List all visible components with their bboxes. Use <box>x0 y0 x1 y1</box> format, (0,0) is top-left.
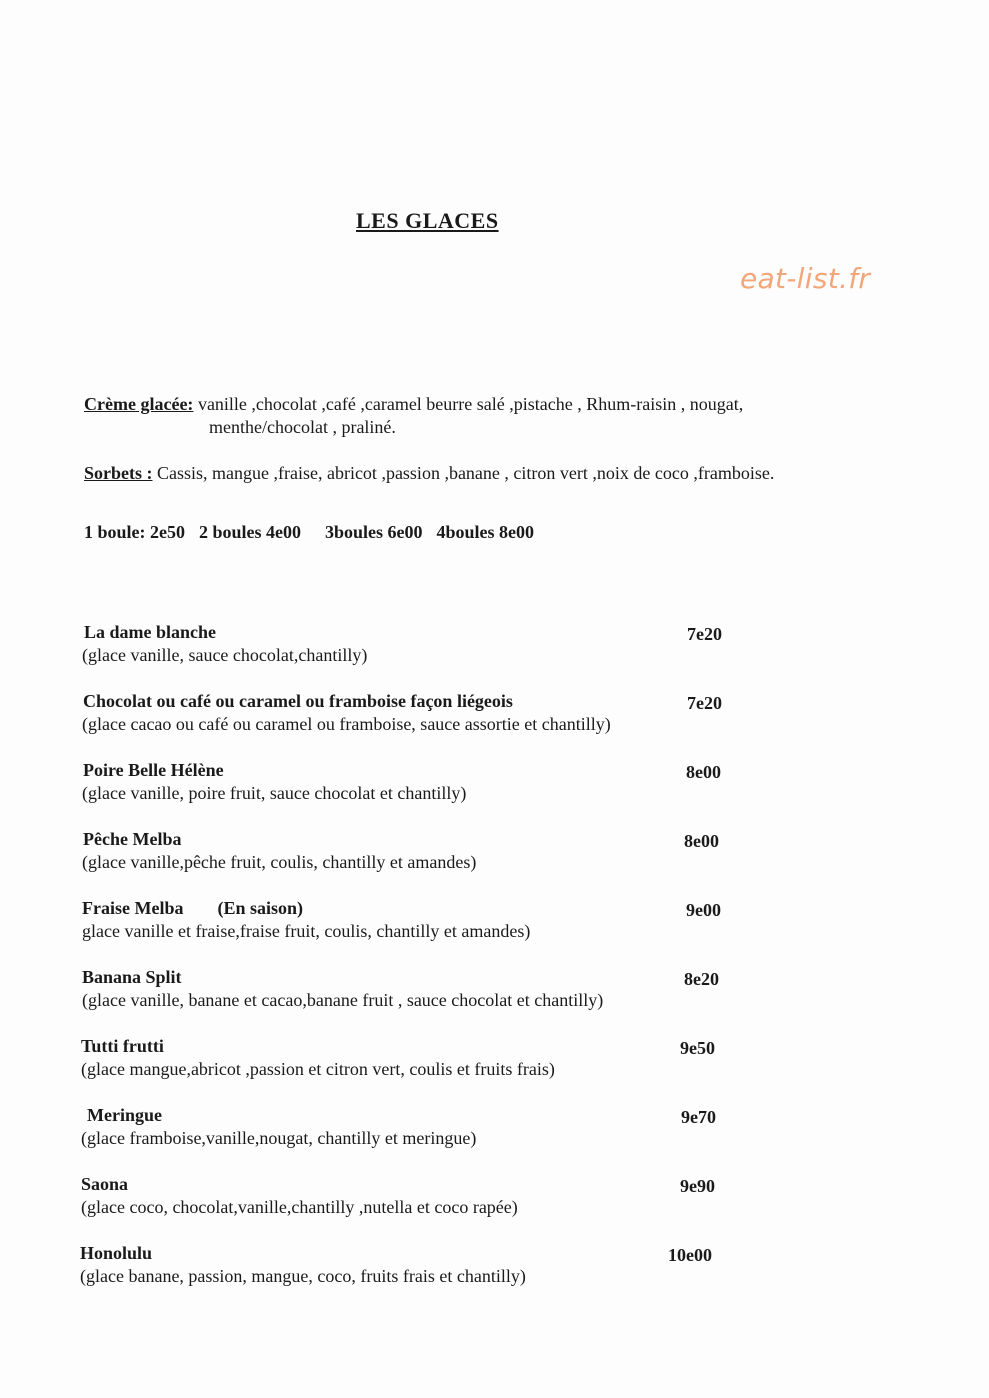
creme-glacee-flavours: vanille ,chocolat ,café ,caramel beurre salé ,pistache , Rhum-raisin , nougat, <box>193 394 744 414</box>
item-description: (glace vanille, banane et cacao,banane fruit , sauce chocolat et chantilly) <box>82 990 604 1010</box>
item-name: La dame blanche <box>84 622 217 642</box>
scoop-price: 2 boules 4e00 <box>199 522 302 542</box>
menu-item <box>0 1243 989 1303</box>
item-name: Chocolat ou café ou caramel ou framboise façon liégeois <box>83 691 513 711</box>
creme-glacee-label: Crème glacée: <box>84 394 194 414</box>
menu-item <box>0 691 989 751</box>
scoop-price: 1 boule: 2e50 <box>84 522 185 542</box>
item-name-line <box>82 898 303 919</box>
sorbets-flavours: Cassis, mangue ,fraise, abricot ,passion ,banane , citron vert ,noix de coco ,framboise. <box>152 463 775 483</box>
item-price: 8e20 <box>684 969 719 989</box>
item-price: 9e70 <box>681 1107 716 1127</box>
sorbets-line <box>84 463 774 484</box>
sorbets-label: Sorbets : <box>84 463 153 483</box>
item-description: (glace cacao ou café ou caramel ou framboise, sauce assortie et chantilly) <box>82 714 611 734</box>
item-name: Meringue <box>87 1105 162 1125</box>
scoop-price: 3boules 6e00 <box>325 522 423 542</box>
menu-item <box>0 1105 989 1165</box>
item-description: (glace vanille,pêche fruit, coulis, chantilly et amandes) <box>82 852 477 872</box>
item-season-note: (En saison) <box>217 898 304 918</box>
watermark: eat-list.fr <box>740 262 871 295</box>
menu-item <box>0 829 989 889</box>
creme-glacee-line <box>84 394 743 415</box>
item-description: (glace coco, chocolat,vanille,chantilly ,nutella et coco rapée) <box>81 1197 518 1217</box>
item-description: (glace vanille, poire fruit, sauce chocolat et chantilly) <box>82 783 467 803</box>
menu-item <box>0 760 989 820</box>
menu-item <box>0 622 989 682</box>
creme-glacee-flavours-cont: menthe/chocolat , praliné. <box>209 417 396 437</box>
item-name: Honolulu <box>80 1243 153 1263</box>
item-price: 10e00 <box>668 1245 712 1265</box>
menu-item <box>0 967 989 1027</box>
item-price: 9e50 <box>680 1038 715 1058</box>
item-price: 9e00 <box>686 900 721 920</box>
item-price: 7e20 <box>687 624 722 644</box>
item-name: Pêche Melba <box>83 829 182 849</box>
menu-item <box>0 1036 989 1096</box>
item-name: Saona <box>81 1174 129 1194</box>
item-name: Poire Belle Hélène <box>83 760 224 780</box>
item-price: 7e20 <box>687 693 722 713</box>
item-description: (glace mangue,abricot ,passion et citron vert, coulis et fruits frais) <box>81 1059 555 1079</box>
menu-item <box>0 898 989 958</box>
item-description: (glace vanille, sauce chocolat,chantilly) <box>82 645 368 665</box>
item-price: 8e00 <box>686 762 721 782</box>
item-description: glace vanille et fraise,fraise fruit, coulis, chantilly et amandes) <box>82 921 531 941</box>
scoop-prices <box>84 522 548 543</box>
item-price: 9e90 <box>680 1176 715 1196</box>
item-price: 8e00 <box>684 831 719 851</box>
item-name: Fraise Melba <box>82 898 184 918</box>
item-description: (glace framboise,vanille,nougat, chantilly et meringue) <box>81 1128 477 1148</box>
item-name: Tutti frutti <box>81 1036 164 1056</box>
page-title: LES GLACES <box>356 208 499 233</box>
item-name: Banana Split <box>82 967 182 987</box>
scoop-price: 4boules 8e00 <box>436 522 535 542</box>
item-description: (glace banane, passion, mangue, coco, fruits frais et chantilly) <box>80 1266 526 1286</box>
menu-item <box>0 1174 989 1234</box>
